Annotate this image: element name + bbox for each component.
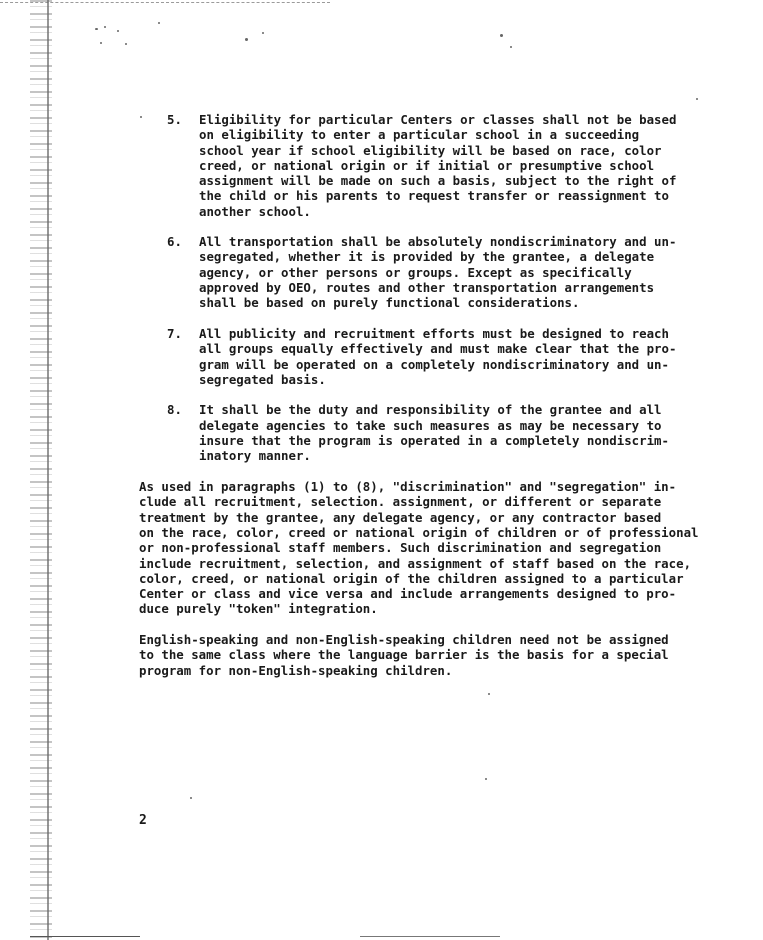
- scan-speck: [125, 43, 127, 45]
- binding-edge: [47, 0, 49, 940]
- paragraph-line: clude all recruitment, selection. assignment, or different or separate: [139, 494, 662, 509]
- item-text-line: creed, or national origin or if initial or presumptive school: [199, 158, 655, 173]
- paragraph-line: color, creed, or national origin of the children assigned to a particular: [139, 571, 684, 586]
- item-text-line: school year if school eligibility will be based on race, color: [199, 143, 662, 158]
- scan-speck: [488, 693, 490, 695]
- scan-speck: [100, 42, 102, 44]
- scan-speck: [245, 38, 248, 41]
- item-text-line: agency, or other persons or groups. Except as specifically: [199, 265, 632, 280]
- scan-speck: [104, 26, 106, 28]
- scan-speck: [95, 28, 98, 30]
- item-text-line: All publicity and recruitment efforts must be designed to reach: [199, 326, 669, 341]
- scan-speck: [262, 32, 264, 34]
- item-number: 8.: [167, 402, 182, 417]
- item-text-line: segregated, whether it is provided by the grantee, a delegate: [199, 249, 655, 264]
- scan-speck: [500, 34, 503, 37]
- scan-speck: [140, 116, 142, 118]
- paragraph-line: on the race, color, creed or national origin of children or of professional: [139, 525, 699, 540]
- item-text-line: inatory manner.: [199, 448, 311, 463]
- item-text-line: approved by OEO, routes and other transportation arrangements: [199, 280, 655, 295]
- paragraph-line: or non-professional staff members. Such discrimination and segregation: [139, 540, 662, 555]
- item-text-line: gram will be operated on a completely nondiscriminatory and un-: [199, 357, 669, 372]
- bottom-edge-line: [360, 936, 500, 937]
- scan-speck: [510, 46, 512, 48]
- paragraph-line: to the same class where the language barrier is the basis for a special: [139, 647, 669, 662]
- paragraph-line: include recruitment, selection, and assignment of staff based on the race,: [139, 556, 692, 571]
- paragraph-line: treatment by the grantee, any delegate agency, or any contractor based: [139, 510, 662, 525]
- page-number: 2: [139, 813, 147, 828]
- scan-speck: [117, 30, 119, 32]
- item-text-line: segregated basis.: [199, 372, 326, 387]
- paragraph-line: duce purely "token" integration.: [139, 601, 378, 616]
- scan-speck: [696, 98, 698, 100]
- scan-speck: [158, 22, 160, 24]
- item-number: 6.: [167, 234, 182, 249]
- item-text-line: another school.: [199, 204, 311, 219]
- item-text-line: on eligibility to enter a particular school in a succeeding: [199, 127, 640, 142]
- item-text-line: assignment will be made on such a basis, subject to the right of: [199, 173, 677, 188]
- item-text-line: It shall be the duty and responsibility of the grantee and all: [199, 402, 662, 417]
- item-text-line: delegate agencies to take such measures as may be necessary to: [199, 418, 662, 433]
- paragraph-line: English-speaking and non-English-speaking children need not be assigned: [139, 632, 669, 647]
- item-number: 7.: [167, 326, 182, 341]
- item-text-line: insure that the program is operated in a completely nondiscrim-: [199, 433, 669, 448]
- paragraph-line: Center or class and vice versa and include arrangements designed to pro-: [139, 586, 677, 601]
- paragraph-line: program for non-English-speaking children.: [139, 663, 453, 678]
- bottom-edge-line: [30, 936, 140, 937]
- item-text-line: Eligibility for particular Centers or classes shall not be based: [199, 112, 677, 127]
- item-text-line: the child or his parents to request transfer or reassignment to: [199, 188, 669, 203]
- item-text-line: all groups equally effectively and must make clear that the pro-: [199, 341, 677, 356]
- scan-speck: [190, 797, 192, 799]
- scan-speck: [485, 778, 487, 780]
- item-number: 5.: [167, 112, 182, 127]
- item-text-line: All transportation shall be absolutely nondiscriminatory and un-: [199, 234, 677, 249]
- paragraph-line: As used in paragraphs (1) to (8), "discrimination" and "segregation" in-: [139, 479, 677, 494]
- item-text-line: shall be based on purely functional considerations.: [199, 295, 580, 310]
